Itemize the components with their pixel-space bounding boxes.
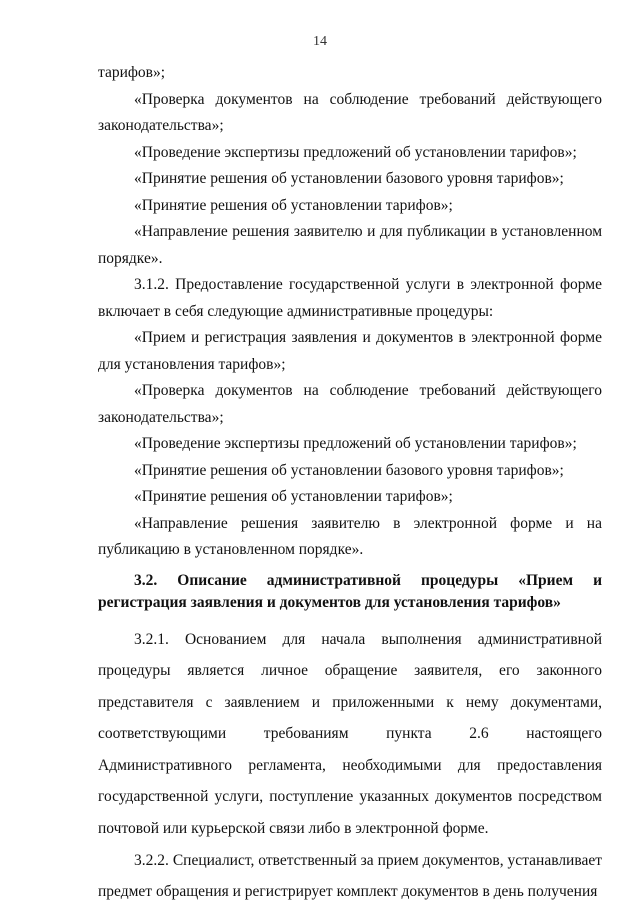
section-heading-3-2: 3.2. Описание административной процедуры «Прием и регистрация заявления и документов для установления тарифов» [98, 571, 602, 611]
paragraph-expertise: «Проведение экспертизы предложений об установлении тарифов»; [134, 143, 577, 161]
paragraph-check-documents-electronic: «Проверка документов на соблюдение требований действующего законодательства»; [98, 382, 602, 426]
paragraph-electronic-registration: «Прием и регистрация заявления и документов в электронной форме для установления тарифов»; [98, 329, 602, 373]
paragraph-send-decision-electronic: «Направление решения заявителю в электронной форме и на публикацию в установленном порядке». [98, 514, 602, 558]
document-body [98, 60, 602, 908]
paragraph-check-documents: «Проверка документов на соблюдение требований действующего законодательства»; [98, 90, 602, 134]
paragraph-base-level-decision: «Принятие решения об установлении базового уровня тарифов»; [134, 170, 564, 187]
paragraph-tariff-decision: «Принятие решения об установлении тарифов»; [134, 196, 453, 214]
paragraph-3-2-2: 3.2.2. Специалист, ответственный за прием документов, устанавливает предмет обращения и регистрирует комплект документов в день получения [98, 851, 602, 901]
page-number: 14 [313, 34, 327, 49]
paragraph-3-2-1: 3.2.1. Основанием для начала выполнения административной процедуры является личное обращение заявителя, его законного представителя с заявлением и приложенными к нему документами, соответствующими требованиям пункта 2.6 настоящего Административного регламента, необходимыми для предоставления государственной услуги, поступление указанных документов посредством почтовой или курьерской связи либо в электронной форме. [98, 630, 602, 838]
paragraph-expertise-electronic: «Проведение экспертизы предложений об установлении тарифов»; [134, 435, 577, 452]
paragraph-base-level-decision-electronic: «Принятие решения об установлении базового уровня тарифов»; [134, 461, 564, 479]
paragraph-send-decision: «Направление решения заявителю и для публикации в установленном порядке». [98, 223, 602, 267]
paragraph-3-1-2: 3.1.2. Предоставление государственной услуги в электронной форме включает в себя следующие административные процедуры: [98, 276, 602, 320]
paragraph-tariff-decision-electronic: «Принятие решения об установлении тарифов»; [134, 488, 453, 505]
paragraph-tariffs-end: тарифов»; [98, 64, 166, 81]
